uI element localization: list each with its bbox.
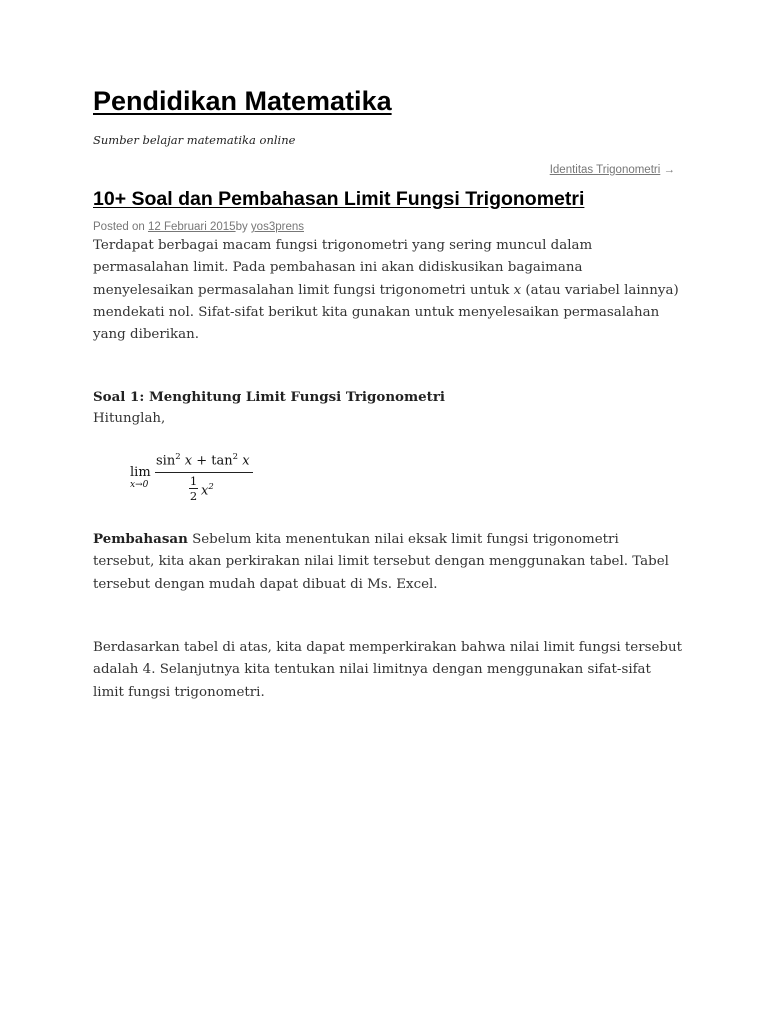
next-post-link[interactable]: Identitas Trigonometri: [549, 164, 661, 176]
x-var: x: [201, 483, 209, 499]
fraction-bar: [155, 472, 253, 473]
intro-text-1: Terdapat berbagai macam fungsi trigonometri yang sering muncul dalam permasalahan limit. Pada pembahasan ini akan didiskusikan bagaimana menyelesaikan permasalahan limit fungsi trigonometri untuk: [93, 238, 593, 298]
site-title[interactable]: Pendidikan Matematika: [93, 86, 392, 116]
half-denominator: 2: [189, 489, 198, 503]
author-link[interactable]: yos3prens: [250, 221, 304, 233]
intro-text-2: (atau variabel lainnya) mendekati nol. Sifat-sifat berikut kita gunakan untuk menyelesaikan permasalahan yang diberikan.: [93, 282, 679, 343]
intro-variable: x: [513, 282, 522, 298]
tan-exponent: 2: [232, 452, 239, 462]
lim-subscript: x→0: [130, 480, 149, 490]
intro-paragraph: [93, 235, 683, 346]
posted-on-label: Posted on: [93, 221, 148, 233]
post-meta: [93, 221, 304, 233]
pembahasan-label: Pembahasan: [93, 531, 188, 547]
tan-fn: tan: [211, 453, 233, 469]
post-title[interactable]: 10+ Soal dan Pembahasan Limit Fungsi Trigonometri: [93, 188, 585, 210]
formula-numerator: [156, 452, 250, 468]
tan-var: x: [242, 453, 250, 469]
site-tagline: Sumber belajar matematika online: [93, 133, 296, 147]
arrow-right-icon: →: [663, 164, 675, 176]
plus-sign: +: [196, 453, 208, 469]
hitung-label: Hitunglah,: [93, 411, 166, 426]
post-date-link[interactable]: 12 Februari 2015: [147, 221, 236, 233]
x-exponent: 2: [208, 482, 214, 492]
lim-operator: lim: [130, 465, 151, 480]
sin-fn: sin: [156, 453, 176, 469]
next-post-nav: [550, 164, 675, 176]
soal-heading: Soal 1: Menghitung Limit Fungsi Trigonometri: [93, 389, 446, 405]
conclusion-paragraph: Berdasarkan tabel di atas, kita dapat memperkirakan bahwa nilai limit fungsi tersebut adalah 4. Selanjutnya kita tentukan nilai limitnya dengan menggunakan sifat-sifat limit fungsi trigonometri.: [93, 640, 682, 700]
by-label: by: [235, 221, 251, 233]
limit-formula: [130, 450, 270, 510]
pembahasan-paragraph: [93, 528, 683, 596]
half-numerator: 1: [189, 474, 198, 488]
sin-exponent: 2: [175, 452, 181, 462]
sin-var: x: [184, 453, 193, 469]
pembahasan-text: Sebelum kita menentukan nilai eksak limit fungsi trigonometri tersebut, kita akan perkirakan nilai limit tersebut dengan menggunakan tabel. Tabel tersebut dengan mudah dapat dibuat di Ms. Excel.: [93, 532, 669, 592]
denominator-var: [201, 482, 214, 498]
